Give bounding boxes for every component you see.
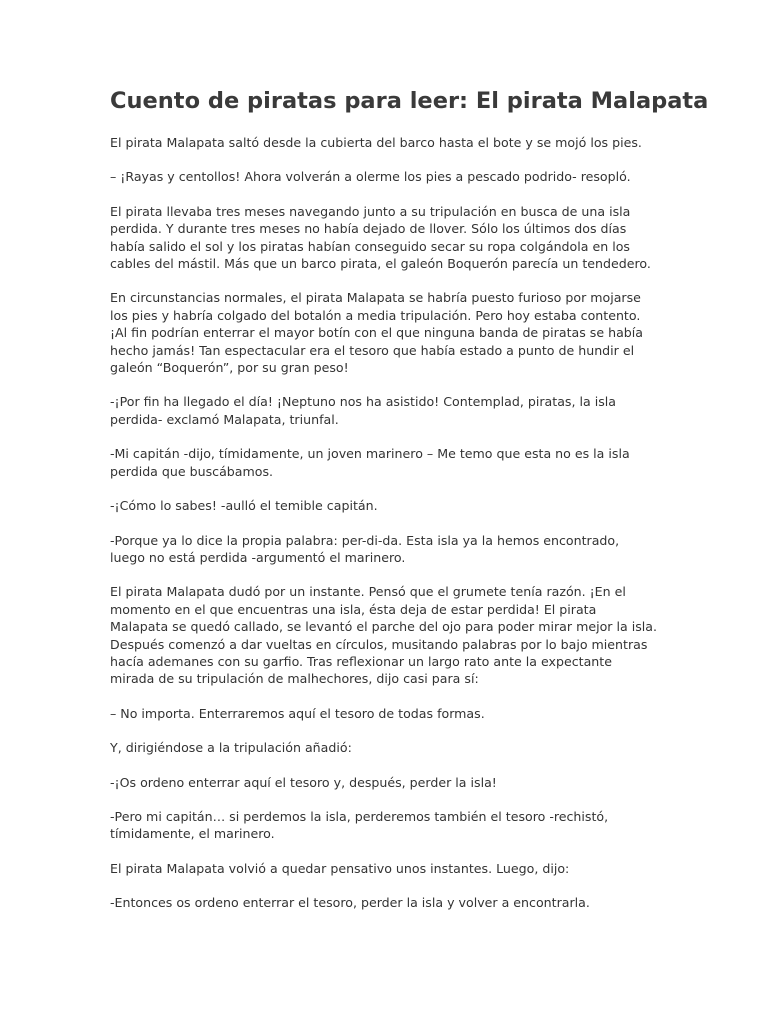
paragraph: El pirata llevaba tres meses navegando junto a su tripulación en busca de una isla perdida. Y durante tres meses no había dejado de llover. Sólo los últimos dos días había salido el sol y los piratas habían conseguido secar su ropa colgándola en los cables del mástil. Más que un barco pirata, el galeón Boquerón parecía un tendedero. xyxy=(110,203,651,272)
paragraph: Y, dirigiéndose a la tripulación añadió: xyxy=(110,740,352,756)
paragraph: El pirata Malapata volvió a quedar pensativo unos instantes. Luego, dijo: xyxy=(110,860,570,876)
paragraph: El pirata Malapata saltó desde la cubierta del barco hasta el bote y se mojó los pies. xyxy=(110,135,642,150)
paragraph: -Pero mi capitán… si perdemos la isla, perderemos también el tesoro -rechistó, tímidamente, el marinero. xyxy=(110,808,609,842)
paragraph: -Porque ya lo dice la propia palabra: per-di-da. Esta isla ya la hemos encontrado, luego no está perdida -argumentó el marinero. xyxy=(110,532,620,565)
paragraph: – No importa. Enterraremos aquí el tesoro de todas formas. xyxy=(110,705,485,721)
paragraph: En circunstancias normales, el pirata Malapata se habría puesto furioso por mojarse los pies y habría colgado del botalón a media tripulación. Pero hoy estaba contento. ¡Al fin podrían enterrar el mayor botín con el que ninguna banda de piratas se había hecho jamás! Tan espectacular era el tesoro que había estado a punto de hundir el galeón “Boquerón”, por su gran peso! xyxy=(110,290,644,376)
paragraph: -Mi capitán -dijo, tímidamente, un joven marinero – Me temo que esta no es la isla perdida que buscábamos. xyxy=(110,446,630,479)
document-title: Cuento de piratas para leer: El pirata Malapata xyxy=(110,88,709,114)
paragraph: -¡Por fin ha llegado el día! ¡Neptuno nos ha asistido! Contemplad, piratas, la isla perdida- exclamó Malapata, triunfal. xyxy=(110,394,616,427)
paragraph: -¡Cómo lo sabes! -aulló el temible capitán. xyxy=(110,498,378,514)
paragraph: El pirata Malapata dudó por un instante. Pensó que el grumete tenía razón. ¡En el momento en el que encuentras una isla, ésta deja de estar perdida! El pirata Malapata se quedó callado, se levantó el parche del ojo para poder mirar mejor la isla. Después comenzó a dar vueltas en círculos, musitando palabras por lo bajo mientras hacía ademanes con su garfio. Tras reflexionar un largo rato ante la expectante mirada de su tripulación de malhechores, dijo casi para sí: xyxy=(110,584,657,687)
paragraph: -Entonces os ordeno enterrar el tesoro, perder la isla y volver a encontrarla. xyxy=(110,895,590,911)
paragraph: – ¡Rayas y centollos! Ahora volverán a olerme los pies a pescado podrido- resopló. xyxy=(110,169,631,185)
paragraph: -¡Os ordeno enterrar aquí el tesoro y, después, perder la isla! xyxy=(110,774,497,790)
document-body xyxy=(110,84,709,929)
